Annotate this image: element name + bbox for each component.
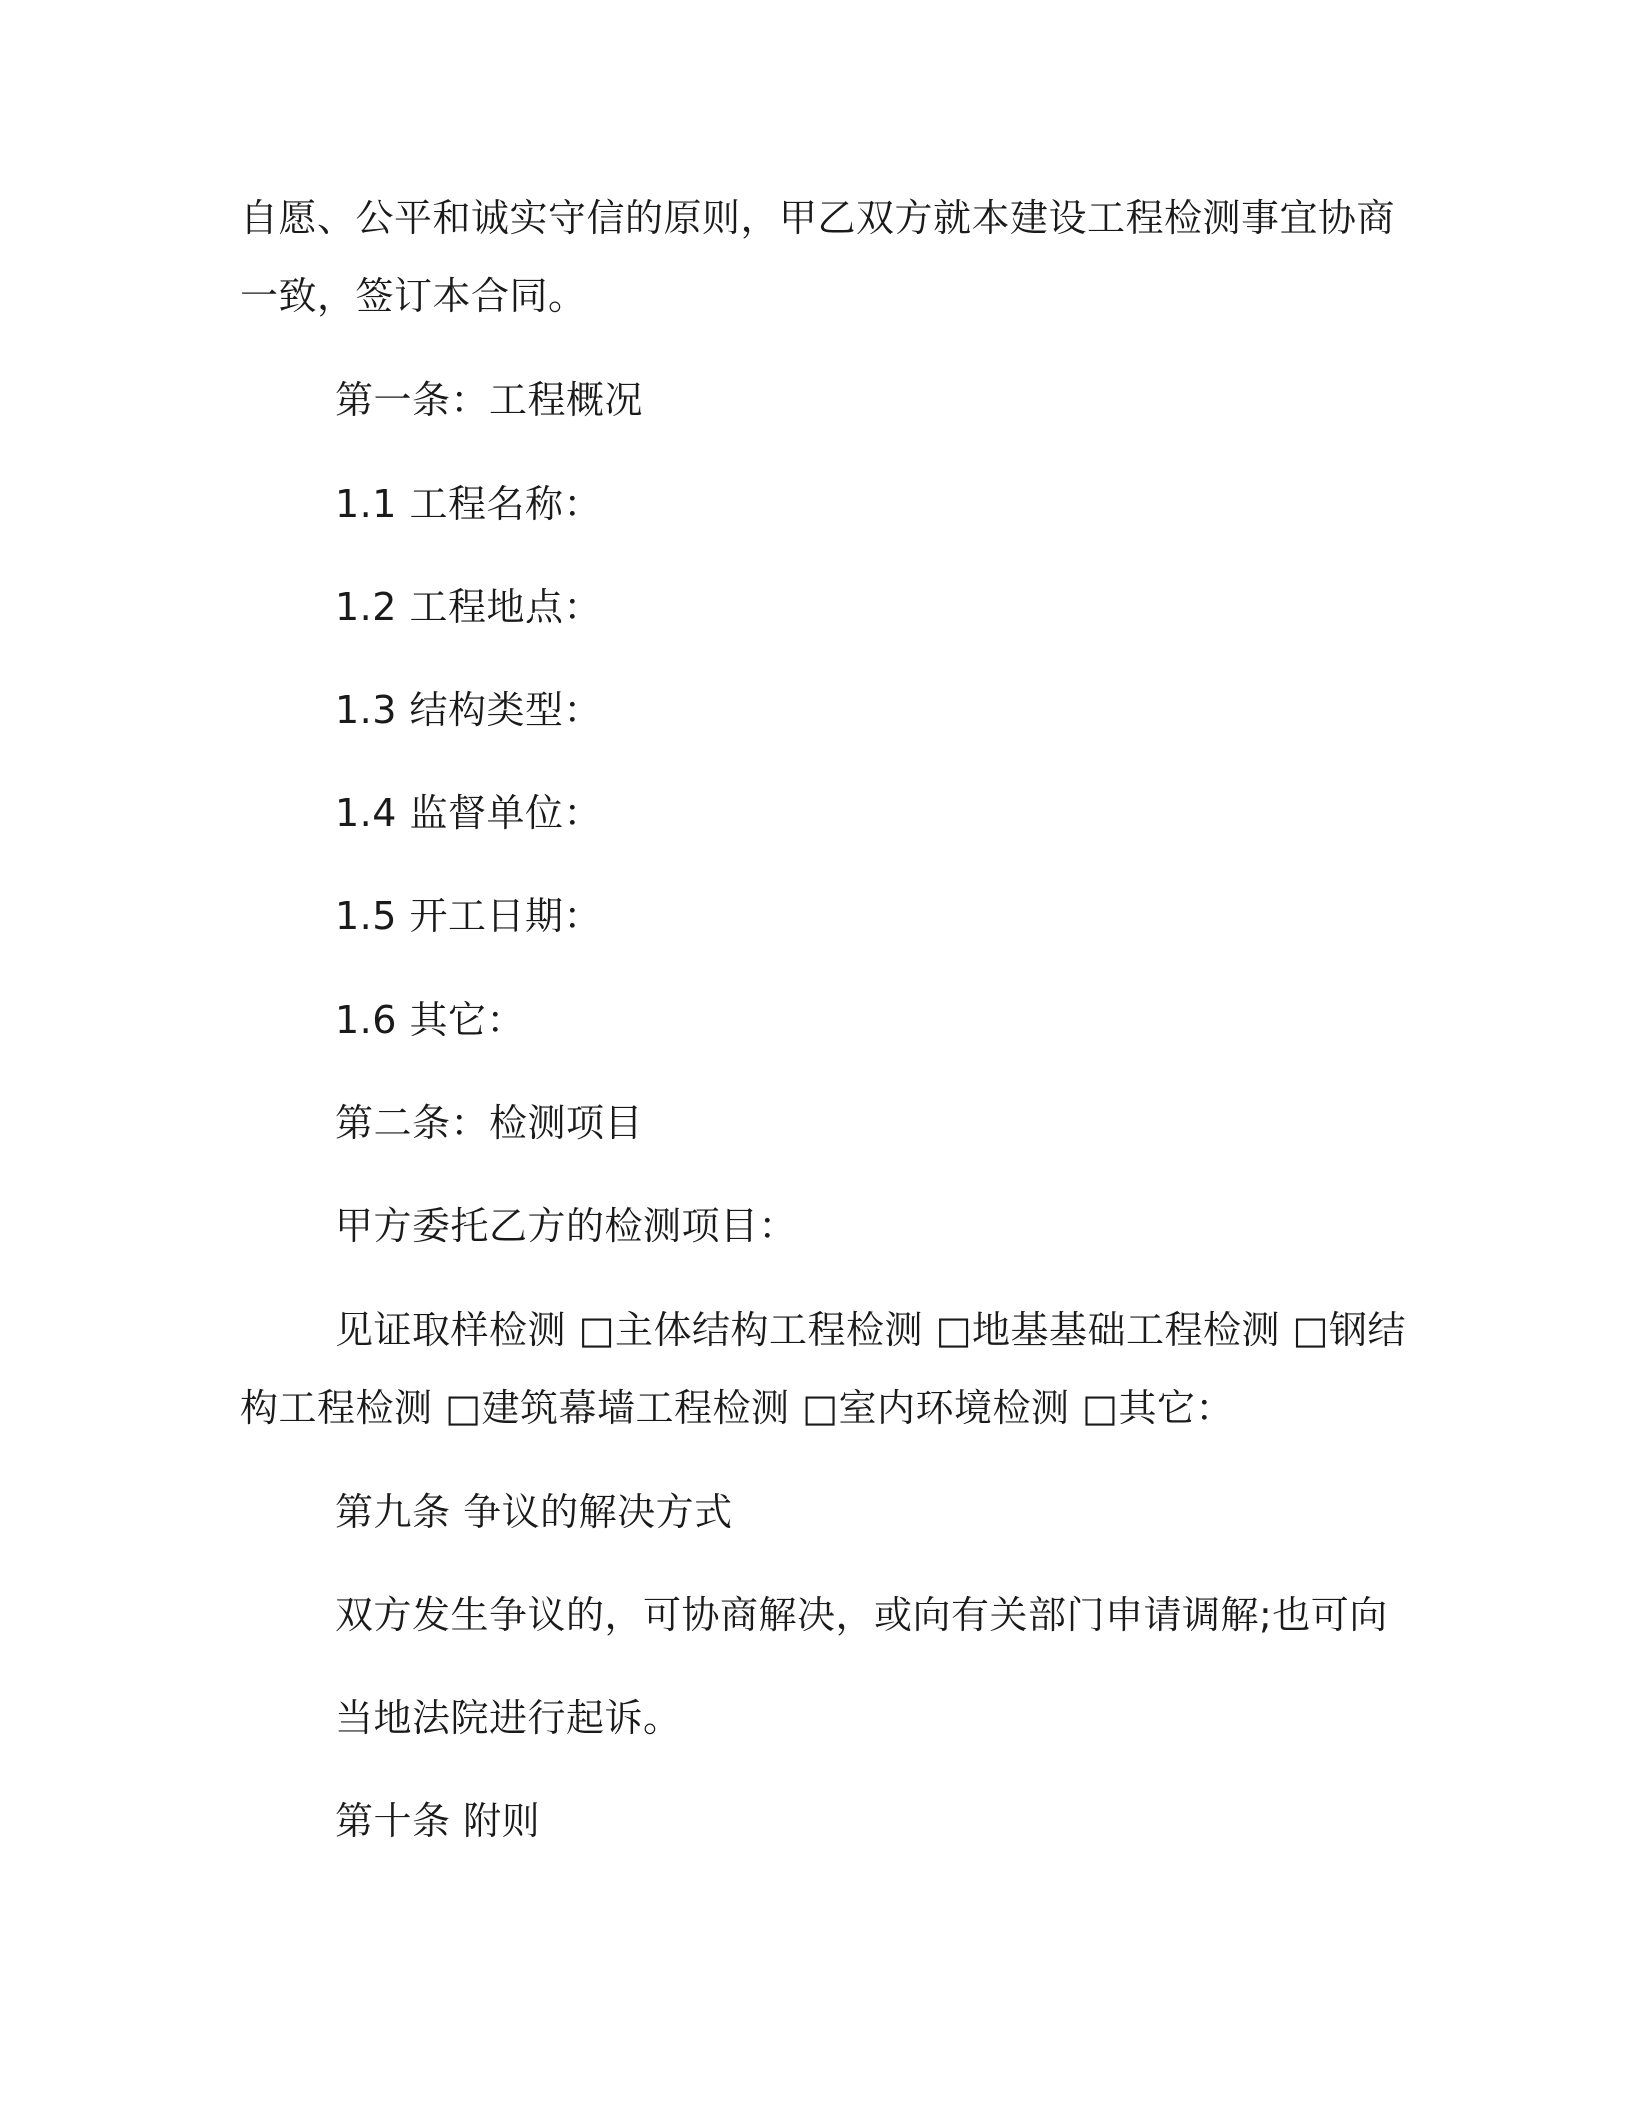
structure-type-field: 1.3 结构类型： [335, 688, 603, 732]
article-2-heading: 第二条：检测项目 [335, 1101, 644, 1145]
project-name-field: 1.1 工程名称： [335, 482, 603, 526]
dispute-text-line-1: 双方发生争议的，可协商解决，或向有关部门申请调解;也可向 [335, 1593, 1388, 1637]
article-10-heading: 第十条 附则 [335, 1799, 541, 1843]
inspection-items-line-1: 见证取样检测 □主体结构工程检测 □地基基础工程检测 □钢结 [335, 1308, 1406, 1352]
article-9-heading: 第九条 争议的解决方式 [335, 1490, 733, 1534]
project-location-field: 1.2 工程地点： [335, 585, 603, 629]
supervision-unit-field: 1.4 监督单位： [335, 791, 603, 835]
other-field: 1.6 其它： [335, 998, 526, 1042]
intro-text-line-2: 一致，签订本合同。 [240, 274, 587, 318]
inspection-items-intro: 甲方委托乙方的检测项目： [335, 1204, 798, 1248]
intro-text-line-1: 自愿、公平和诚实守信的原则，甲乙双方就本建设工程检测事宜协商 [240, 196, 1396, 240]
inspection-items-line-2: 构工程检测 □建筑幕墙工程检测 □室内环境检测 □其它： [240, 1386, 1234, 1430]
dispute-text-line-2: 当地法院进行起诉。 [335, 1696, 682, 1740]
start-date-field: 1.5 开工日期： [335, 894, 603, 938]
article-1-heading: 第一条：工程概况 [335, 378, 644, 422]
